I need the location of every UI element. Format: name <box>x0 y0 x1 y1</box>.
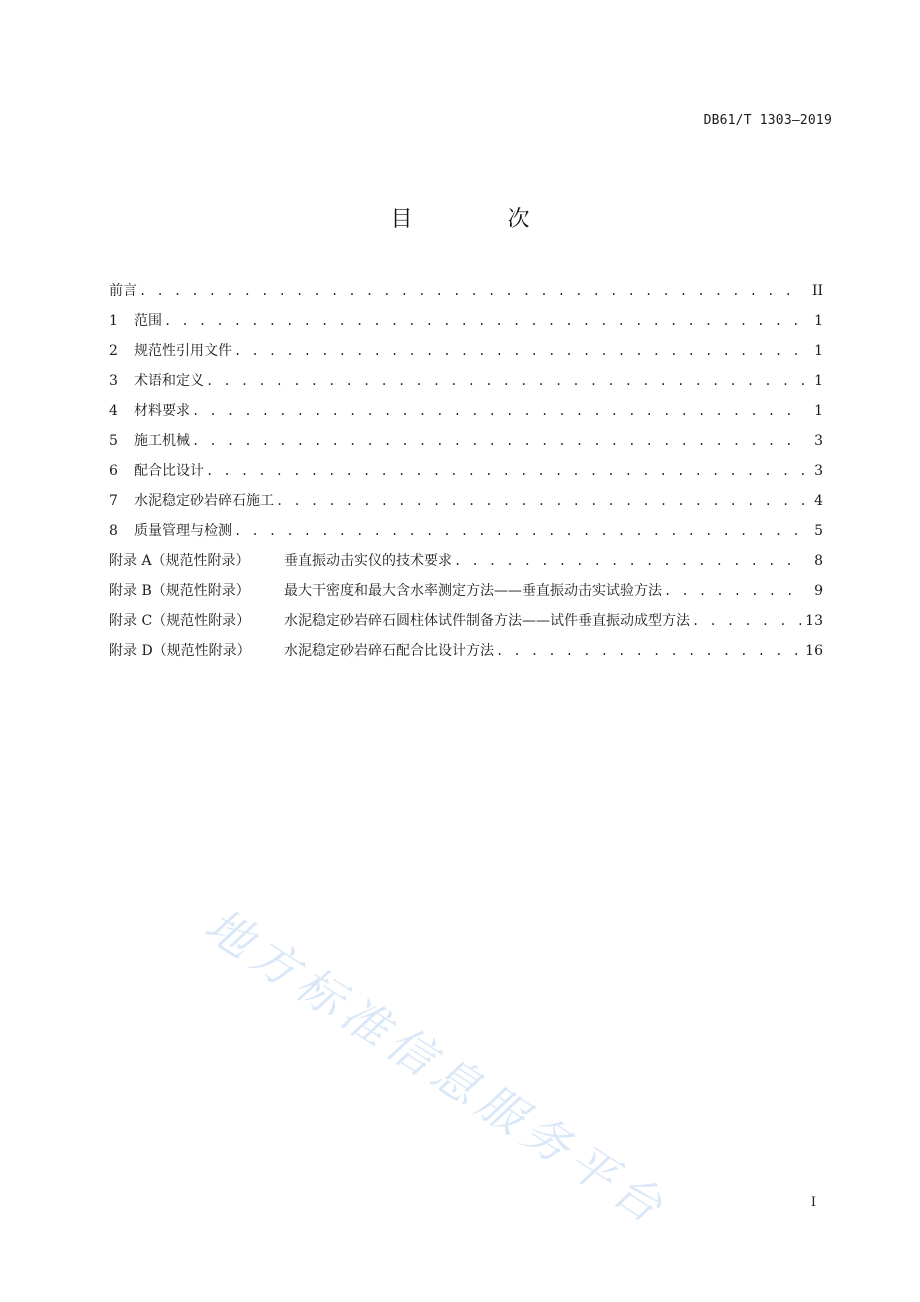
toc-entry-8[interactable] <box>109 516 823 546</box>
toc-leader-dots <box>496 636 801 666</box>
toc-entry-page: 1 <box>814 403 823 419</box>
toc-leader-dots <box>206 366 805 396</box>
toc-entry-1[interactable] <box>109 306 823 336</box>
toc-entry-page: 4 <box>814 493 823 509</box>
toc-appendix-label: 水泥稳定砂岩碎石配合比设计方法 <box>284 643 494 659</box>
toc-entry-3[interactable] <box>109 366 823 396</box>
toc-leader-dots <box>206 456 805 486</box>
toc-appendix-prefix: 附录 A（规范性附录） <box>109 553 250 569</box>
toc-appendix-d[interactable] <box>109 636 823 666</box>
toc-entry-2[interactable] <box>109 336 823 366</box>
toc-leader-dots <box>192 396 805 426</box>
toc-entry-number: 2 <box>109 343 118 359</box>
toc-entry-number: 1 <box>109 313 118 329</box>
toc-appendix-label: 最大干密度和最大含水率测定方法——垂直振动击实试验方法 <box>284 583 662 599</box>
toc-entry-page: II <box>811 283 823 299</box>
toc-leader-dots <box>664 576 805 606</box>
watermark: 地方标准信息服务平台 <box>195 897 678 1237</box>
toc-leader-dots <box>192 426 805 456</box>
toc-appendix-a[interactable] <box>109 546 823 576</box>
toc-leader-dots <box>454 546 805 576</box>
toc-appendix-page: 16 <box>805 643 823 659</box>
toc-entry-number: 3 <box>109 373 118 389</box>
toc-entry-number: 4 <box>109 403 118 419</box>
toc-entry-page: 1 <box>814 313 823 329</box>
document-code: DB61/T 1303—2019 <box>703 113 832 128</box>
toc-appendix-page: 8 <box>814 553 823 569</box>
toc-entry-7[interactable] <box>109 486 823 516</box>
toc-entry-foreword[interactable] <box>109 276 823 306</box>
toc-leader-dots <box>692 606 801 636</box>
toc-entry-label: 材料要求 <box>134 403 190 419</box>
toc-entry-label: 术语和定义 <box>134 373 204 389</box>
toc-entry-number: 6 <box>109 463 118 479</box>
toc-appendix-page: 13 <box>805 613 823 629</box>
toc-appendix-b[interactable] <box>109 576 823 606</box>
toc-appendix-prefix: 附录 D（规范性附录） <box>109 643 251 659</box>
toc-leader-dots <box>139 276 805 306</box>
toc-entry-number: 7 <box>109 493 118 509</box>
toc-leader-dots <box>234 336 805 366</box>
toc-appendix-label: 水泥稳定砂岩碎石圆柱体试件制备方法——试件垂直振动成型方法 <box>284 613 690 629</box>
toc-leader-dots <box>276 486 805 516</box>
toc-entry-label: 范围 <box>134 313 162 329</box>
toc-leader-dots <box>164 306 805 336</box>
toc-appendix-label: 垂直振动击实仪的技术要求 <box>284 553 452 569</box>
toc-entry-page: 3 <box>814 433 823 449</box>
toc-appendix-c[interactable] <box>109 606 823 636</box>
toc-appendix-page: 9 <box>814 583 823 599</box>
table-of-contents <box>109 276 823 666</box>
toc-appendix-prefix: 附录 B（规范性附录） <box>109 583 250 599</box>
toc-entry-4[interactable] <box>109 396 823 426</box>
toc-entry-page: 1 <box>814 373 823 389</box>
toc-appendix-prefix: 附录 C（规范性附录） <box>109 613 251 629</box>
toc-leader-dots <box>234 516 805 546</box>
toc-entry-label: 配合比设计 <box>134 463 204 479</box>
toc-entry-6[interactable] <box>109 456 823 486</box>
toc-entry-number: 8 <box>109 523 118 539</box>
page-number: I <box>810 1195 816 1210</box>
toc-entry-label: 质量管理与检测 <box>134 523 232 539</box>
toc-entry-5[interactable] <box>109 426 823 456</box>
toc-entry-label: 前言 <box>109 283 137 299</box>
toc-entry-label: 水泥稳定砂岩碎石施工 <box>134 493 274 509</box>
toc-entry-label: 施工机械 <box>134 433 190 449</box>
toc-entry-page: 3 <box>814 463 823 479</box>
toc-entry-label: 规范性引用文件 <box>134 343 232 359</box>
toc-title: 目 次 <box>390 207 574 232</box>
toc-entry-number: 5 <box>109 433 118 449</box>
toc-entry-page: 1 <box>814 343 823 359</box>
toc-entry-page: 5 <box>814 523 823 539</box>
